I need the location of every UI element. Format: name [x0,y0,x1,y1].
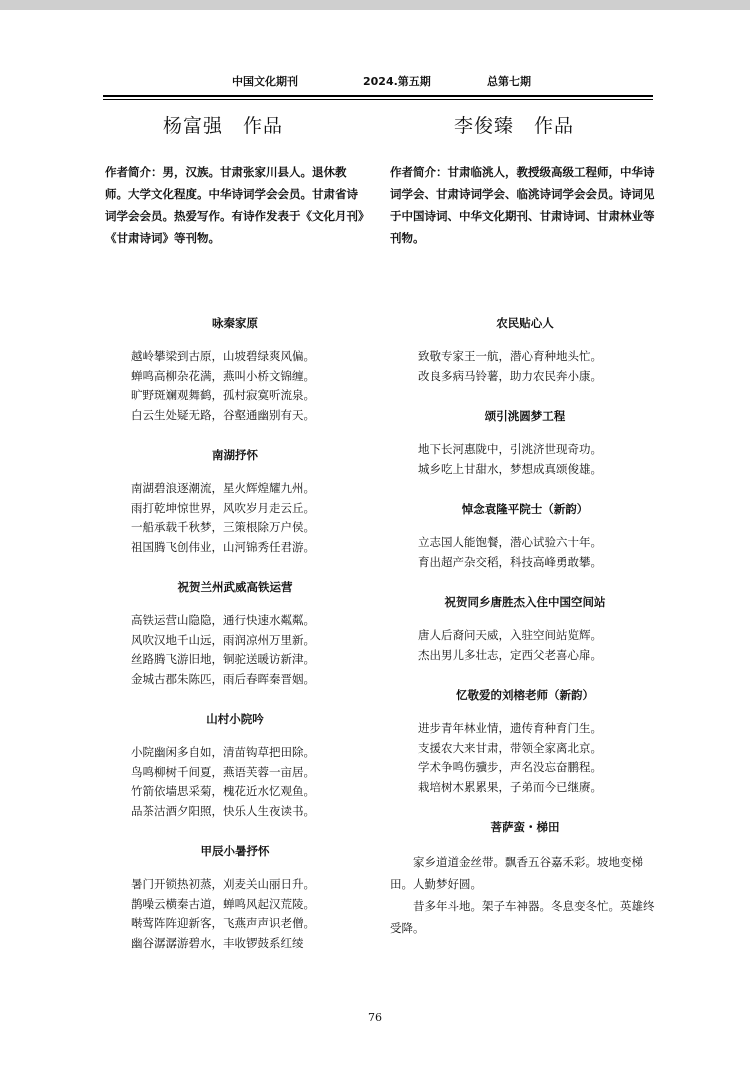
poem-body [105,611,365,689]
poem-line: 育出超产杂交稻，科技高峰勇敢攀。 [418,554,602,569]
author-bio: 作者简介：男，汉族。甘肃张家川县人。退休教师。大学文化程度。中华诗词学会会员。甘肃省诗词学会会员。热爱写作。有诗作发表于《文化月刊》《甘肃诗词》等刊物。 [105,165,364,245]
poem-line: 立志国人能饱餐，潜心试验六十年。 [418,535,602,549]
header-rule-thick [103,95,653,97]
header-rule-thin [103,99,653,100]
poem-line: 地下长河惠陇中，引洮济世现奇功。 [418,442,602,456]
poem-line: 杰出男儿多壮志，定西父老喜心扉。 [418,647,602,662]
author-heading: 杨富强 作品 [163,115,284,137]
poem-body [390,533,660,572]
poem [390,594,660,665]
poem-title: 忆敬爱的刘榕老师（新韵） [456,688,594,702]
poem-title: 南湖抒怀 [212,448,258,462]
journal-name: 中国文化期刊 [232,75,298,88]
poem-title: 甲辰小暑抒怀 [200,844,270,858]
poem-body [390,440,660,479]
poem-line: 南湖碧浪逐潮流，星火辉煌耀九州。 [131,481,315,495]
running-header [0,73,750,89]
poem-title: 祝贺同乡唐胜杰入住中国空间站 [444,595,606,609]
poem-body [390,851,660,939]
poem [105,315,365,425]
poem [105,447,365,557]
poem [390,408,660,479]
left-column [105,106,365,953]
poem-line: 进步青年林业情，遗传育种育门生。 [418,721,602,735]
poem-line: 风吹汉地千山远，雨润凉州万里新。 [131,632,315,647]
poem-line: 旷野斑斓观舞鹤，孤村寂寞听流泉。 [131,388,315,402]
poem-body [390,719,660,797]
poem-body [105,479,365,557]
ci-stanza: 昔多年斗地。架子车神器。冬息变冬忙。英雄终受降。 [390,899,655,935]
author-heading: 李俊臻 作品 [454,115,575,137]
author-bio: 作者简介：甘肃临洮人，教授级高级工程师，中华诗词学会、甘肃诗词学会、临洮诗词学会会员。诗词见于中国诗词、中华文化期刊、甘肃诗词、甘肃林业等刊物。 [390,165,655,245]
poem [105,843,365,953]
poem-line: 一船承载千秋梦，三策根除万户侯。 [131,520,315,534]
poem-line: 改良多病马铃薯，助力农民奔小康。 [418,368,602,383]
ci-stanza: 家乡道道金丝带。飘香五谷嘉禾彩。坡地变梯田。人勤梦好圆。 [390,855,643,891]
poem [390,315,660,386]
poem [105,579,365,689]
poem-title: 农民贴心人 [496,316,554,330]
poem-title: 菩萨蛮・梯田 [490,820,560,834]
poem-line: 学术争鸣伤骥步，声名没忘奋鹏程。 [418,760,602,774]
poem-line: 致敬专家王一航，潜心育种地头忙。 [418,349,602,363]
poem-line: 城乡吃上甘甜水，梦想成真颂俊雄。 [418,461,602,476]
poem-line: 品茶沽酒夕阳照，快乐人生夜读书。 [131,803,315,818]
poem-title: 颂引洮圆梦工程 [484,409,566,423]
poem-line: 鹊噪云横秦古道，蝉鸣风起汉荒陵。 [131,896,315,911]
poem-line: 雨打乾坤惊世界，风吹岁月走云丘。 [131,500,315,515]
poem-line: 金城古郡朱陈匹，雨后春晖秦晋姻。 [131,671,315,686]
poem [105,711,365,821]
poem-line: 幽谷潺潺游碧水，丰收锣鼓系红绫 [131,935,304,950]
total-issue: 总第七期 [487,75,531,88]
poem-line: 啭莺阵阵迎新客，飞燕声声识老僧。 [131,916,315,930]
poem-line: 丝路腾飞游旧地，铜驼送暖访新津。 [131,652,315,666]
poem-line: 越岭攀梁到古原，山坡碧绿爽风偏。 [131,349,315,363]
poem-title: 祝贺兰州武威高铁运营 [177,580,293,594]
poem-body [105,875,365,953]
poem-line: 蝉鸣高柳杂花满，燕叫小桥文锦缠。 [131,368,315,383]
poem-title: 咏秦家原 [212,316,258,330]
poem-body [390,347,660,386]
poem-title: 山村小院吟 [206,712,264,726]
poem-line: 祖国腾飞创伟业，山河锦秀任君游。 [131,539,315,554]
issue-number: 2024.第五期 [363,75,431,88]
poem-body [105,347,365,425]
poem-line: 唐人后裔问天威，入驻空间站览辉。 [418,628,602,642]
poem-line: 高铁运营山隐隐，通行快速水粼粼。 [131,613,315,627]
poem-line: 白云生处疑无路，谷壑通幽别有天。 [131,407,315,422]
poem [390,501,660,572]
poem-body [390,626,660,665]
poem [390,687,660,797]
poem-line: 支援农大来甘肃，带领全家离北京。 [418,740,602,755]
poem-line: 栽培树木累累果，子弟而今已继赓。 [418,779,602,794]
poem [390,819,660,939]
poem-line: 竹箭依墙思采菊，槐花近水忆观鱼。 [131,784,315,798]
poem-body [105,743,365,821]
poem-title: 悼念袁隆平院士（新韵） [461,502,589,516]
right-column [390,106,660,939]
page-number: 76 [368,1011,382,1024]
poem-line: 鸟鸣柳树千间夏，燕语芙蓉一亩居。 [131,764,315,779]
poem-line: 小院幽闲多自如，清苗钩草把田除。 [131,745,315,759]
poem-line: 暑门开锁热初蒸，刈麦关山丽日升。 [131,877,315,891]
journal-page [0,10,750,1079]
